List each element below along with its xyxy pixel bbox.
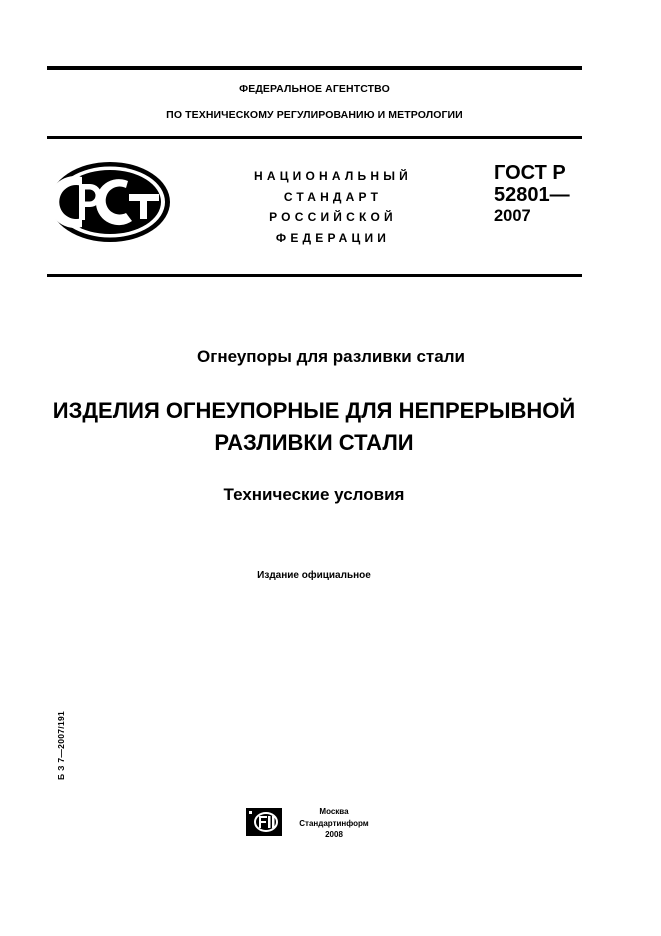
national-standard-label	[228, 166, 438, 248]
publisher-year: 2008	[325, 830, 343, 839]
publisher-city: Москва	[319, 807, 349, 816]
edition-label: Издание официальное	[257, 570, 371, 581]
standard-year: 2007	[494, 207, 531, 225]
national-line: СТАНДАРТ	[283, 189, 383, 204]
standard-number: 52801—	[494, 184, 570, 206]
title-line-2: РАЗЛИВКИ СТАЛИ	[214, 430, 414, 455]
national-line: НАЦИОНАЛЬНЫЙ	[253, 169, 413, 183]
publisher-info	[288, 806, 380, 841]
agency-name-line-2: ПО ТЕХНИЧЕСКОМУ РЕГУЛИРОВАНИЮ И МЕТРОЛОГИИ	[166, 109, 463, 121]
standard-code: ГОСТ Р	[494, 162, 566, 184]
document-title	[30, 395, 598, 459]
national-line: ФЕДЕРАЦИИ	[275, 230, 391, 245]
national-line: РОССИЙСКОЙ	[269, 210, 397, 224]
standard-designation	[494, 162, 570, 226]
agency-name-line-1: ФЕДЕРАЛЬНОЕ АГЕНТСТВО	[239, 83, 390, 95]
document-subject: Огнеупоры для разливки стали	[197, 347, 465, 366]
top-rule	[47, 66, 582, 70]
side-catalog-code: Б З 7—2007/191	[56, 710, 66, 780]
title-line-1: ИЗДЕЛИЯ ОГНЕУПОРНЫЕ ДЛЯ НЕПРЕРЫВНОЙ	[52, 398, 576, 423]
document-subtitle: Технические условия	[223, 485, 405, 504]
bottom-rule	[47, 274, 582, 277]
standartinform-logo-icon	[246, 808, 282, 836]
rst-certification-logo-icon	[46, 158, 174, 246]
middle-rule	[47, 136, 582, 139]
publisher-name: Стандартинформ	[299, 818, 369, 828]
